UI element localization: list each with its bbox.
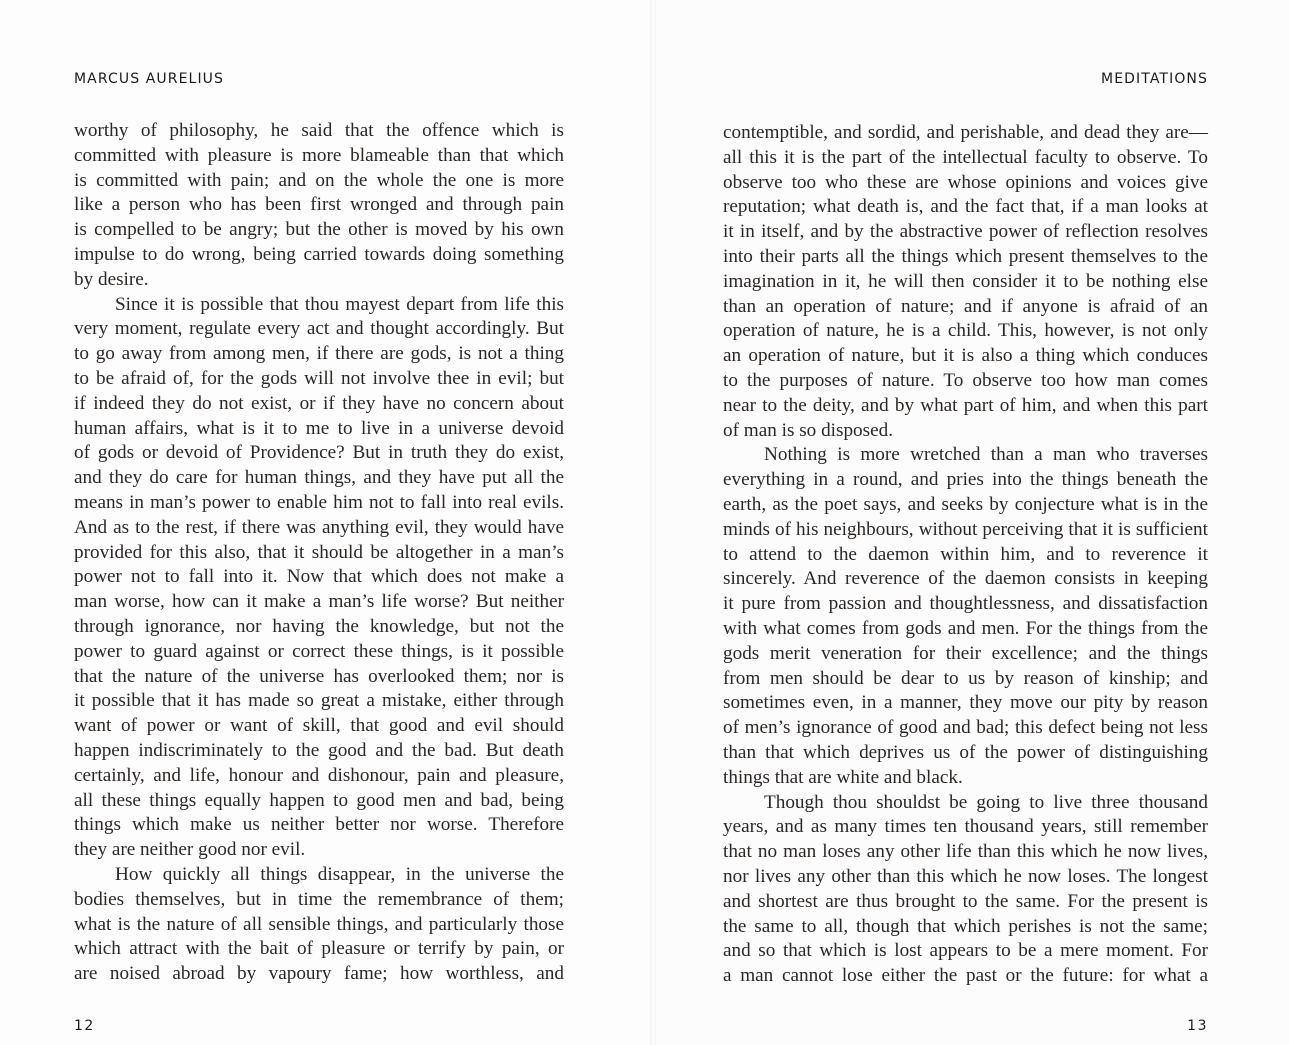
text-line: than that which deprives us of the power of distinguishing (723, 741, 1208, 763)
text-line: years, and as many times ten thousand years, still remember (723, 816, 1208, 838)
text-line: what is the nature of all sensible things, and particularly those (74, 913, 564, 935)
text-line: man worse, how can it make a man’s life worse? But neither (74, 591, 564, 613)
text-line: everything in a round, and pries into the things beneath the (723, 469, 1208, 491)
paragraph-start-line: How quickly all things disappear, in the universe the (115, 863, 564, 885)
text-line: is committed with pain; and on the whole the one is more (74, 169, 564, 191)
text-line: contemptible, and sordid, and perishable, and dead they are— (723, 122, 1208, 143)
page-number: 13 (1187, 1018, 1208, 1034)
running-head-author: MARCUS AURELIUS (74, 71, 225, 87)
text-line: that the nature of the universe has overlooked them; nor is (74, 665, 564, 687)
text-line: operation of nature, he is a child. This, however, is not only (723, 320, 1208, 342)
text-line: a man cannot lose either the past or the future: for what a (723, 965, 1208, 987)
text-line: an operation of nature, but it is also a thing which conduces (723, 345, 1208, 367)
text-line: power to guard against or correct these things, is it possible (74, 640, 564, 662)
text-line: all these things equally happen to good men and bad, being (74, 789, 564, 811)
text-line: happen indiscriminately to the good and the bad. But death (74, 739, 564, 761)
text-line: all this it is the part of the intellectual faculty to observe. To (723, 146, 1208, 168)
text-line: worthy of philosophy, he said that the offence which is (74, 120, 564, 141)
text-line: with what comes from gods and men. For the things from the (723, 617, 1208, 639)
running-head-title: MEDITATIONS (1101, 71, 1208, 87)
text-line: it possible that it has made so great a mistake, either through (74, 690, 564, 712)
text-line: into their parts all the things which present themselves to the (723, 245, 1208, 267)
text-line: to attend to the daemon within him, and to reverence it (723, 543, 1208, 565)
text-line: from men should be dear to us by reason of kinship; and (723, 667, 1208, 689)
text-line: And as to the rest, if there was anything evil, they would have (74, 516, 564, 538)
text-line: very moment, regulate every act and thought accordingly. But (74, 318, 564, 340)
text-line: of man is so disposed. (723, 419, 894, 441)
text-line: things which make us neither better nor worse. Therefore (74, 814, 564, 836)
text-line: things that are white and black. (723, 766, 963, 788)
text-line: impulse to do wrong, being carried towards doing something (74, 243, 564, 265)
text-line: through ignorance, nor having the knowledge, but not the (74, 615, 564, 637)
text-line: near to the deity, and by what part of him, and when this part (723, 394, 1208, 416)
text-line: reputation; what death is, and the fact that, if a man looks at (723, 196, 1208, 218)
text-line: imagination in it, he will then consider it to be nothing else (723, 270, 1208, 292)
text-line: if indeed they do not exist, or if they have no concern about (74, 392, 564, 414)
text-line: gods merit veneration for their excellence; and the things (723, 642, 1208, 664)
text-line: than an operation of nature; and if anyone is afraid of an (723, 295, 1208, 317)
text-line: which attract with the bait of pleasure or terrify by pain, or (74, 938, 564, 960)
paragraph-start-line: Though thou shouldst be going to live three thousand (764, 791, 1208, 813)
text-line: is compelled to be angry; but the other is moved by his own (74, 219, 564, 241)
text-line: bodies themselves, but in time the remembrance of them; (74, 888, 564, 910)
text-line: and so that which is lost appears to be a mere moment. For (723, 940, 1208, 962)
text-line: observe too who these are whose opinions and voices give (723, 171, 1208, 193)
paragraph-start-line: Nothing is more wretched than a man who traverses (764, 444, 1208, 466)
right-page (656, 0, 1289, 1045)
text-line: committed with pleasure is more blameable than that which (74, 144, 564, 166)
text-line: and shortest are thus brought to the same. For the present is (723, 890, 1208, 912)
text-line: to go away from among men, if there are gods, is not a thing (74, 343, 564, 365)
paragraph-start-line: Since it is possible that thou mayest depart from life this (115, 293, 564, 315)
text-line: like a person who has been first wronged and through pain (74, 194, 564, 216)
text-line: and they do care for human things, and they have put all the (74, 467, 564, 489)
text-line: it pure from passion and thoughtlessness, and dissatisfaction (723, 593, 1208, 615)
text-line: power not to fall into it. Now that which does not make a (74, 566, 564, 588)
text-line: by desire. (74, 268, 149, 290)
page-number: 12 (74, 1018, 95, 1034)
text-line: means in man’s power to enable him not to fall into real evils. (74, 491, 564, 513)
text-line: the same to all, though that which perishes is not the same; (723, 915, 1208, 937)
text-line: are noised abroad by vapoury fame; how worthless, and (74, 963, 564, 985)
text-line: sincerely. And reverence of the daemon consists in keeping (723, 568, 1208, 590)
left-page-text (74, 119, 564, 987)
right-page-text (723, 121, 1208, 989)
text-line: human affairs, what is it to me to live in a universe devoid (74, 417, 564, 439)
text-line: nor lives any other than this which he now loses. The longest (723, 865, 1208, 887)
text-line: to the purposes of nature. To observe too how man comes (723, 369, 1208, 391)
text-line: that no man loses any other life than this which he now lives, (723, 841, 1208, 863)
text-line: want of power or want of skill, that good and evil should (74, 715, 564, 737)
text-line: they are neither good nor evil. (74, 839, 306, 861)
text-line: it in itself, and by the abstractive power of reflection resolves (723, 221, 1208, 243)
text-line: of gods or devoid of Providence? But in truth they do exist, (74, 442, 564, 464)
text-line: minds of his neighbours, without perceiving that it is sufficient (723, 518, 1208, 540)
text-line: of men’s ignorance of good and bad; this defect being not less (723, 717, 1208, 739)
text-line: certainly, and life, honour and dishonour, pain and pleasure, (74, 764, 564, 786)
text-line: to be afraid of, for the gods will not involve thee in evil; but (74, 367, 564, 389)
text-line: earth, as the poet says, and seeks by conjecture what is in the (723, 493, 1208, 515)
text-line: sometimes even, in a manner, they move our pity by reason (723, 692, 1208, 714)
text-line: provided for this also, that it should be altogether in a man’s (74, 541, 564, 563)
